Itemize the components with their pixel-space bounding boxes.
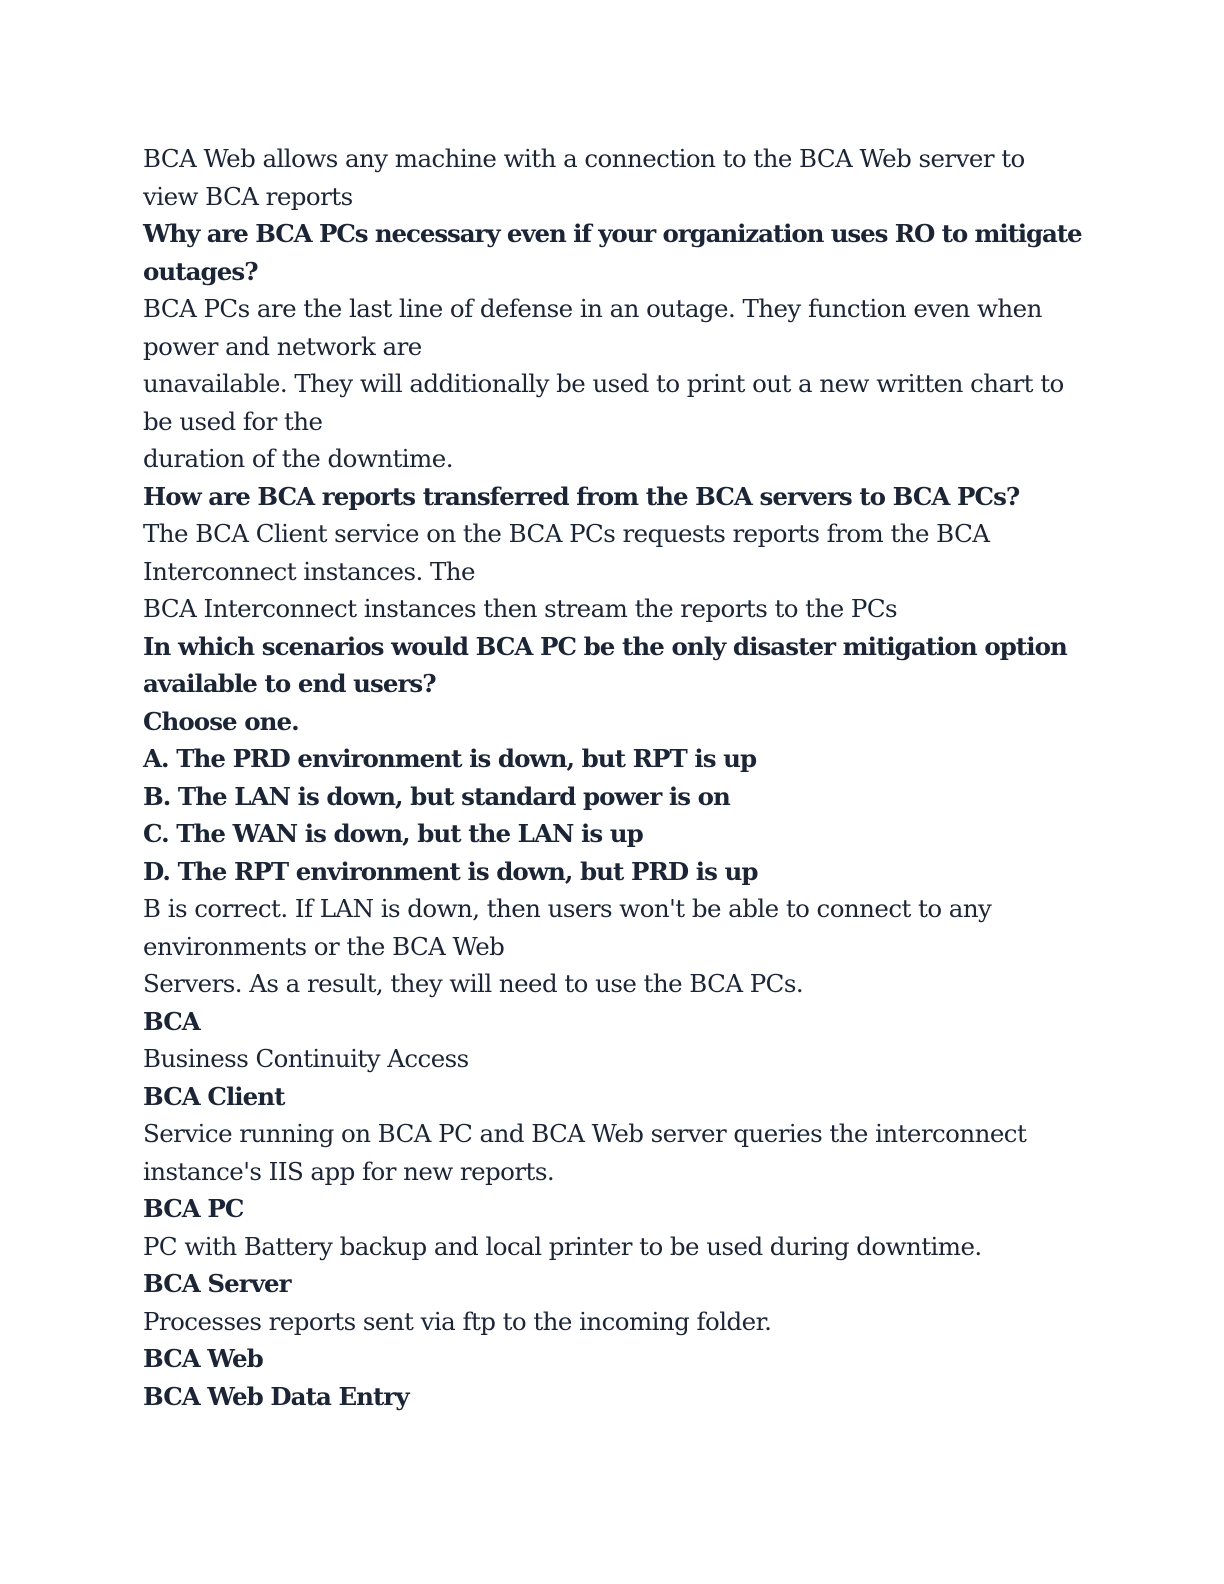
text-line: Processes reports sent via ftp to the incoming folder. [143, 1306, 772, 1336]
text-line: B is correct. If LAN is down, then users won't be able to connect to any [143, 894, 992, 923]
heading-line: BCA Web Data Entry [143, 1381, 409, 1411]
heading-line: available to end users? [143, 669, 436, 698]
text-line: duration of the downtime. [143, 444, 453, 473]
text-line: Servers. As a result, they will need to use the BCA PCs. [143, 969, 804, 998]
heading-line: A. The PRD environment is down, but RPT is up [143, 744, 757, 773]
text-line: instance's IIS app for new reports. [143, 1156, 555, 1186]
heading-line: D. The RPT environment is down, but PRD is up [143, 856, 758, 886]
heading-line: BCA PC [143, 1194, 244, 1223]
text-line: PC with Battery backup and local printer to be used during downtime. [143, 1231, 982, 1261]
text-line: Interconnect instances. The [143, 556, 475, 586]
heading-line: How are BCA reports transferred from the BCA servers to BCA PCs? [143, 481, 1020, 511]
text-line: BCA Web allows any machine with a connection to the BCA Web server to [143, 144, 1025, 173]
text-line: view BCA reports [143, 181, 353, 211]
heading-line: Choose one. [143, 706, 299, 736]
text-line: BCA PCs are the last line of defense in an outage. They function even when [143, 294, 1042, 323]
heading-line: outages? [143, 256, 258, 286]
text-line: unavailable. They will additionally be used to print out a new written chart to [143, 369, 1064, 398]
text-line: Service running on BCA PC and BCA Web server queries the interconnect [143, 1119, 1027, 1148]
heading-line: B. The LAN is down, but standard power is on [143, 781, 730, 811]
heading-line: BCA Client [143, 1081, 285, 1111]
heading-line: BCA Server [143, 1269, 291, 1298]
text-line: BCA Interconnect instances then stream the reports to the PCs [143, 594, 898, 623]
heading-line: Why are BCA PCs necessary even if your organization uses RO to mitigate [143, 219, 1082, 248]
text-line: be used for the [143, 406, 323, 436]
document-body [143, 140, 1083, 1415]
heading-line: In which scenarios would BCA PC be the only disaster mitigation option [143, 631, 1067, 661]
text-line: The BCA Client service on the BCA PCs requests reports from the BCA [143, 519, 990, 548]
text-line: power and network are [143, 331, 422, 361]
heading-line: BCA Web [143, 1344, 263, 1373]
text-line: Business Continuity Access [143, 1044, 469, 1073]
heading-line: C. The WAN is down, but the LAN is up [143, 819, 643, 848]
heading-line: BCA [143, 1006, 200, 1036]
text-line: environments or the BCA Web [143, 931, 505, 961]
